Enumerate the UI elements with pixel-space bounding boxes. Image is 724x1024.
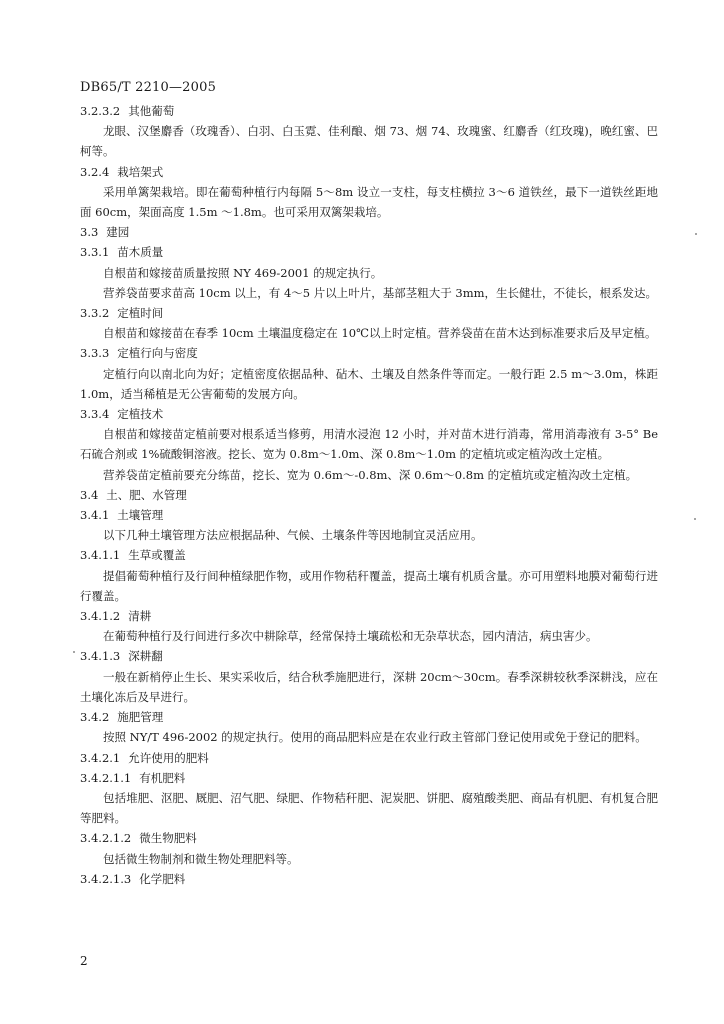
section-number: 3.4.2.1.1 bbox=[80, 770, 132, 785]
paragraph: 按照 NY/T 496-2002 的规定执行。使用的商品肥料应是在农业行政主管部门登记使用或免于登记的肥料。 bbox=[103, 730, 647, 745]
section-heading bbox=[80, 343, 658, 363]
paragraph: 以下几种土壤管理方法应根据品种、气候、土壤条件等因地制宜灵活应用。 bbox=[103, 528, 483, 543]
section-heading bbox=[80, 485, 658, 505]
section-number: 3.4.2 bbox=[80, 710, 110, 725]
section-number: 3.4.1.3 bbox=[80, 649, 121, 664]
document-code: DB65/T 2210—2005 bbox=[80, 80, 217, 95]
section-title: 建园 bbox=[106, 225, 130, 240]
section-title: 微生物肥料 bbox=[139, 831, 197, 846]
section-title: 定植技术 bbox=[117, 407, 164, 422]
paragraph: 自根苗和嫁接苗在春季 10cm 土壤温度稳定在 10℃以上时定植。营养袋苗在苗木达到标准要求后及早定植。 bbox=[103, 326, 657, 341]
section-number: 3.3.1 bbox=[80, 245, 110, 260]
scan-speck bbox=[694, 518, 696, 520]
paragraph: 营养袋苗要求苗高 10cm 以上，有 4～5 片以上叶片，基部茎粗大于 3mm，生长健壮，不徒长，根系发达。 bbox=[103, 285, 658, 300]
section-title: 定植行向与密度 bbox=[117, 346, 198, 361]
section-title: 允许使用的肥料 bbox=[128, 750, 209, 765]
paragraph: 在葡萄种植行及行间进行多次中耕除草，经常保持土壤疏松和无杂草状态，园内清洁，病虫害少。 bbox=[103, 629, 598, 644]
section-number: 3.3.2 bbox=[80, 306, 110, 321]
scan-speck bbox=[73, 651, 75, 653]
section-number: 3.2.4 bbox=[80, 164, 110, 179]
section-title: 定植时间 bbox=[117, 306, 164, 321]
section-heading bbox=[80, 242, 658, 262]
section-heading bbox=[80, 707, 658, 727]
section-number: 3.4.1 bbox=[80, 508, 110, 523]
section-number: 3.2.3.2 bbox=[80, 104, 121, 118]
document-body bbox=[80, 101, 658, 889]
section-heading bbox=[80, 606, 658, 626]
page-number: 2 bbox=[80, 954, 88, 968]
section-title: 栽培架式 bbox=[117, 164, 164, 179]
section-title: 土、肥、水管理 bbox=[106, 487, 187, 502]
section-title: 化学肥料 bbox=[139, 871, 186, 886]
section-title: 生草或覆盖 bbox=[128, 548, 186, 563]
section-number: 3.4.2.1.3 bbox=[80, 871, 132, 886]
scan-speck bbox=[695, 233, 697, 235]
section-heading bbox=[80, 303, 658, 323]
section-heading bbox=[80, 505, 658, 525]
section-number: 3.4 bbox=[80, 487, 99, 502]
paragraph: 提倡葡萄种植行及行间种植绿肥作物，或用作物秸秆覆盖，提高土壤有机质含量。亦可用塑料地膜对葡萄行进行覆盖。 bbox=[80, 568, 658, 603]
section-number: 3.3.4 bbox=[80, 407, 110, 422]
paragraph: 龙眼、汉堡麝香（玫瑰香）、白羽、白玉霓、佳利酿、烟 73、烟 74、玫瑰蜜、红麝香（红玫瑰)，晚红蜜、巴柯等。 bbox=[80, 124, 658, 159]
section-heading bbox=[80, 101, 658, 121]
paragraph: 包括堆肥、沤肥、厩肥、沼气肥、绿肥、作物秸秆肥、泥炭肥、饼肥、腐殖酸类肥、商品有机肥、有机复合肥等肥料。 bbox=[80, 790, 658, 826]
section-number: 3.3.3 bbox=[80, 346, 110, 361]
section-title: 清耕 bbox=[128, 609, 152, 624]
paragraph: 营养袋苗定植前要充分练苗，挖长、宽为 0.6m～-0.8m、深 0.6m～0.8m 的定植坑或定植沟改土定植。 bbox=[103, 467, 638, 482]
section-heading bbox=[80, 748, 658, 768]
section-title: 土壤管理 bbox=[117, 508, 164, 523]
paragraph: 包括微生物制剂和微生物处理肥料等。 bbox=[103, 851, 299, 866]
section-heading bbox=[80, 646, 658, 666]
section-heading bbox=[80, 869, 658, 889]
section-heading bbox=[80, 768, 658, 788]
section-number: 3.4.2.1.2 bbox=[80, 831, 132, 846]
section-title: 其他葡萄 bbox=[128, 104, 175, 118]
paragraph: 定植行向以南北向为好；定植密度依据品种、砧木、土壤及自然条件等而定。一般行距 2.5 m～3.0m，株距 1.0m，适当稀植是无公害葡萄的发展方向。 bbox=[80, 366, 658, 401]
section-title: 有机肥料 bbox=[139, 770, 186, 785]
section-heading bbox=[80, 828, 658, 848]
section-heading bbox=[80, 545, 658, 565]
section-heading bbox=[80, 222, 658, 242]
section-number: 3.4.1.2 bbox=[80, 609, 121, 624]
section-title: 深耕翻 bbox=[128, 649, 163, 664]
section-title: 苗木质量 bbox=[117, 245, 164, 260]
section-heading bbox=[80, 404, 658, 424]
section-title: 施肥管理 bbox=[117, 710, 164, 725]
section-heading bbox=[80, 162, 658, 182]
section-number: 3.4.1.1 bbox=[80, 548, 121, 563]
paragraph: 一般在新梢停止生长、果实采收后，结合秋季施肥进行，深耕 20cm～30cm。春季深耕较秋季深耕浅，应在土壤化冻后及早进行。 bbox=[80, 669, 658, 704]
paragraph: 采用单篱架栽培。即在葡萄种植行内每隔 5～8m 设立一支柱，每支柱横拉 3～6 道铁丝，最下一道铁丝距地面 60cm，架面高度 1.5m ～1.8m。也可采用双篱架栽培。 bbox=[80, 184, 658, 220]
paragraph: 自根苗和嫁接苗定植前要对根系适当修剪，用清水浸泡 12 小时，并对苗木进行消毒，常用消毒液有 3-5° Be 石硫合剂或 1%硫酸铜溶液。挖长、宽为 0.8m～1.0m、深 0.8m～1.0m 的定植坑或定植沟改土定植。 bbox=[80, 427, 658, 462]
section-number: 3.4.2.1 bbox=[80, 750, 121, 765]
paragraph: 自根苗和嫁接苗质量按照 NY 469-2001 的规定执行。 bbox=[103, 265, 383, 280]
section-number: 3.3 bbox=[80, 225, 99, 240]
